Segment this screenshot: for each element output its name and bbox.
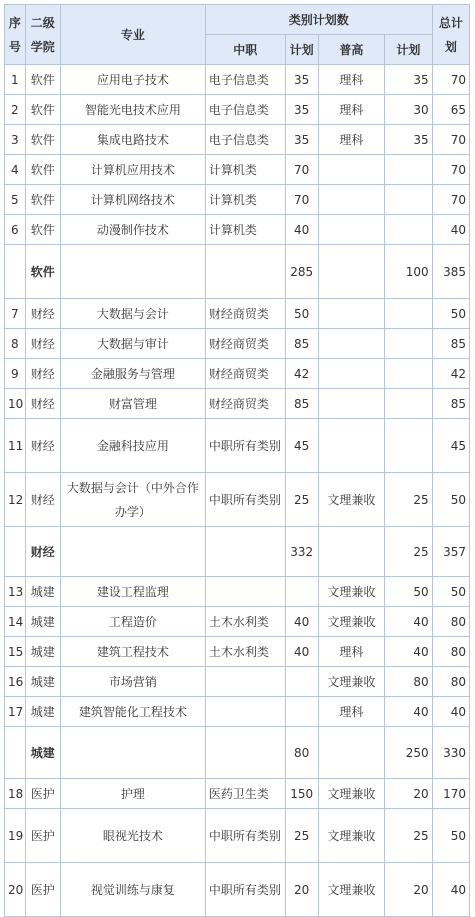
cell-zhongzhi: 电子信息类	[205, 95, 285, 125]
cell-seq: 5	[5, 185, 26, 215]
cell-plan-1	[285, 577, 318, 607]
cell-zhongzhi: 医药卫生类	[205, 779, 285, 809]
cell-college: 城建	[25, 577, 60, 607]
table-row	[5, 389, 470, 419]
cell-college: 财经	[25, 299, 60, 329]
cell-plan-1: 70	[285, 155, 318, 185]
table-row	[5, 65, 470, 95]
cell-plan-1: 70	[285, 185, 318, 215]
cell-major: 工程造价	[60, 607, 205, 637]
cell-major: 动漫制作技术	[60, 215, 205, 245]
cell-plan-2: 25	[385, 527, 433, 577]
cell-plan-1	[285, 667, 318, 697]
cell-seq: 1	[5, 65, 26, 95]
cell-zhongzhi	[205, 667, 285, 697]
header-seq: 序号	[5, 5, 26, 65]
cell-plan-1: 25	[285, 809, 318, 863]
cell-plan-2	[385, 329, 433, 359]
cell-total: 85	[432, 389, 469, 419]
table-header	[5, 5, 470, 65]
cell-zhongzhi: 财经商贸类	[205, 299, 285, 329]
cell-plan-2: 25	[385, 809, 433, 863]
cell-seq: 8	[5, 329, 26, 359]
cell-plan-1: 80	[285, 727, 318, 779]
cell-major: 集成电路技术	[60, 125, 205, 155]
cell-pugao: 文理兼收	[318, 473, 384, 527]
cell-college: 城建	[25, 607, 60, 637]
cell-seq: 20	[5, 863, 26, 917]
cell-total: 40	[432, 697, 469, 727]
cell-college-subtotal: 财经	[25, 527, 60, 577]
table-row	[5, 667, 470, 697]
table-row	[5, 779, 470, 809]
cell-college: 软件	[25, 185, 60, 215]
cell-pugao	[318, 727, 384, 779]
cell-plan-1	[285, 697, 318, 727]
cell-total: 70	[432, 65, 469, 95]
table-row	[5, 185, 470, 215]
cell-plan-2	[385, 155, 433, 185]
cell-zhongzhi	[205, 697, 285, 727]
cell-plan-1: 35	[285, 95, 318, 125]
cell-zhongzhi: 土木水利类	[205, 637, 285, 667]
cell-college: 财经	[25, 419, 60, 473]
cell-seq: 6	[5, 215, 26, 245]
table-row	[5, 473, 470, 527]
cell-seq	[5, 245, 26, 299]
cell-zhongzhi: 中职所有类别	[205, 473, 285, 527]
cell-major	[60, 727, 205, 779]
cell-seq: 18	[5, 779, 26, 809]
cell-seq: 17	[5, 697, 26, 727]
cell-zhongzhi: 计算机类	[205, 155, 285, 185]
cell-plan-2: 250	[385, 727, 433, 779]
subtotal-row	[5, 727, 470, 779]
table-row	[5, 419, 470, 473]
table-row	[5, 697, 470, 727]
table-row	[5, 809, 470, 863]
header-college: 二级学院	[25, 5, 60, 65]
cell-pugao	[318, 215, 384, 245]
cell-plan-2: 20	[385, 779, 433, 809]
cell-plan-2	[385, 185, 433, 215]
cell-plan-2: 40	[385, 697, 433, 727]
cell-pugao: 文理兼收	[318, 607, 384, 637]
cell-total: 70	[432, 185, 469, 215]
header-pugao: 普高	[318, 35, 384, 65]
cell-pugao	[318, 185, 384, 215]
cell-pugao	[318, 359, 384, 389]
cell-plan-2	[385, 419, 433, 473]
cell-college: 城建	[25, 637, 60, 667]
cell-zhongzhi	[205, 727, 285, 779]
cell-total: 385	[432, 245, 469, 299]
cell-plan-1: 332	[285, 527, 318, 577]
cell-plan-1: 45	[285, 419, 318, 473]
cell-major: 计算机应用技术	[60, 155, 205, 185]
cell-plan-1: 25	[285, 473, 318, 527]
table-row	[5, 329, 470, 359]
subtotal-row	[5, 245, 470, 299]
cell-plan-1: 42	[285, 359, 318, 389]
header-total: 总计划	[432, 5, 469, 65]
cell-major: 财富管理	[60, 389, 205, 419]
cell-zhongzhi: 财经商贸类	[205, 389, 285, 419]
cell-zhongzhi: 土木水利类	[205, 607, 285, 637]
cell-college: 医护	[25, 863, 60, 917]
cell-seq: 2	[5, 95, 26, 125]
cell-major: 大数据与审计	[60, 329, 205, 359]
table-body	[5, 65, 470, 917]
cell-zhongzhi	[205, 527, 285, 577]
cell-total: 50	[432, 473, 469, 527]
cell-total: 70	[432, 155, 469, 185]
cell-pugao	[318, 527, 384, 577]
cell-plan-2: 80	[385, 667, 433, 697]
cell-college: 财经	[25, 473, 60, 527]
cell-seq: 4	[5, 155, 26, 185]
cell-zhongzhi: 电子信息类	[205, 125, 285, 155]
cell-college: 医护	[25, 809, 60, 863]
cell-college-subtotal: 软件	[25, 245, 60, 299]
cell-college: 城建	[25, 667, 60, 697]
cell-seq: 19	[5, 809, 26, 863]
cell-pugao: 理科	[318, 95, 384, 125]
cell-major: 金融科技应用	[60, 419, 205, 473]
cell-plan-1: 285	[285, 245, 318, 299]
header-category-plan: 类别计划数	[205, 5, 432, 35]
enrollment-plan-table	[4, 4, 470, 917]
cell-total: 170	[432, 779, 469, 809]
cell-major: 建筑工程技术	[60, 637, 205, 667]
cell-college: 财经	[25, 329, 60, 359]
table-row	[5, 215, 470, 245]
cell-plan-2	[385, 389, 433, 419]
cell-pugao: 文理兼收	[318, 667, 384, 697]
cell-pugao: 文理兼收	[318, 863, 384, 917]
table-row	[5, 125, 470, 155]
cell-plan-2: 35	[385, 125, 433, 155]
cell-major: 建筑智能化工程技术	[60, 697, 205, 727]
table-row	[5, 863, 470, 917]
cell-plan-1: 35	[285, 125, 318, 155]
cell-plan-2: 100	[385, 245, 433, 299]
cell-major: 视觉训练与康复	[60, 863, 205, 917]
cell-college: 软件	[25, 155, 60, 185]
table-row	[5, 607, 470, 637]
cell-total: 40	[432, 215, 469, 245]
cell-plan-1: 50	[285, 299, 318, 329]
cell-plan-2	[385, 359, 433, 389]
cell-zhongzhi: 电子信息类	[205, 65, 285, 95]
cell-pugao	[318, 419, 384, 473]
header-major: 专业	[60, 5, 205, 65]
cell-major	[60, 245, 205, 299]
cell-college: 医护	[25, 779, 60, 809]
cell-total: 42	[432, 359, 469, 389]
cell-zhongzhi: 财经商贸类	[205, 359, 285, 389]
header-plan-2: 计划	[385, 35, 433, 65]
cell-major: 眼视光技术	[60, 809, 205, 863]
table-row	[5, 299, 470, 329]
cell-zhongzhi	[205, 245, 285, 299]
cell-plan-2: 20	[385, 863, 433, 917]
cell-seq: 11	[5, 419, 26, 473]
cell-plan-1: 85	[285, 389, 318, 419]
table-row	[5, 95, 470, 125]
cell-plan-1: 40	[285, 637, 318, 667]
table-row	[5, 637, 470, 667]
cell-seq	[5, 527, 26, 577]
table-row	[5, 577, 470, 607]
cell-pugao: 理科	[318, 697, 384, 727]
cell-zhongzhi: 中职所有类别	[205, 419, 285, 473]
cell-total: 85	[432, 329, 469, 359]
cell-zhongzhi: 中职所有类别	[205, 863, 285, 917]
cell-total: 50	[432, 809, 469, 863]
cell-pugao	[318, 329, 384, 359]
cell-pugao: 文理兼收	[318, 577, 384, 607]
cell-major: 应用电子技术	[60, 65, 205, 95]
cell-major: 金融服务与管理	[60, 359, 205, 389]
cell-plan-1: 35	[285, 65, 318, 95]
cell-plan-1: 40	[285, 607, 318, 637]
subtotal-row	[5, 527, 470, 577]
cell-zhongzhi	[205, 577, 285, 607]
cell-total: 65	[432, 95, 469, 125]
cell-pugao	[318, 299, 384, 329]
cell-total: 70	[432, 125, 469, 155]
cell-pugao: 理科	[318, 65, 384, 95]
cell-total: 330	[432, 727, 469, 779]
cell-pugao	[318, 245, 384, 299]
cell-seq: 10	[5, 389, 26, 419]
cell-major	[60, 527, 205, 577]
cell-pugao: 理科	[318, 637, 384, 667]
cell-seq: 9	[5, 359, 26, 389]
cell-total: 50	[432, 577, 469, 607]
cell-total: 357	[432, 527, 469, 577]
cell-college: 软件	[25, 125, 60, 155]
cell-total: 80	[432, 667, 469, 697]
cell-major: 护理	[60, 779, 205, 809]
cell-zhongzhi: 计算机类	[205, 215, 285, 245]
cell-plan-2	[385, 215, 433, 245]
cell-zhongzhi: 财经商贸类	[205, 329, 285, 359]
cell-pugao: 文理兼收	[318, 779, 384, 809]
cell-plan-1: 20	[285, 863, 318, 917]
cell-major: 大数据与会计	[60, 299, 205, 329]
cell-plan-2: 35	[385, 65, 433, 95]
cell-college-subtotal: 城建	[25, 727, 60, 779]
cell-seq: 14	[5, 607, 26, 637]
cell-total: 80	[432, 637, 469, 667]
cell-zhongzhi: 中职所有类别	[205, 809, 285, 863]
cell-plan-1: 150	[285, 779, 318, 809]
cell-major: 大数据与会计（中外合作办学）	[60, 473, 205, 527]
header-plan-1: 计划	[285, 35, 318, 65]
cell-major: 智能光电技术应用	[60, 95, 205, 125]
cell-total: 80	[432, 607, 469, 637]
cell-zhongzhi: 计算机类	[205, 185, 285, 215]
cell-pugao: 文理兼收	[318, 809, 384, 863]
cell-total: 50	[432, 299, 469, 329]
cell-plan-2	[385, 299, 433, 329]
cell-college: 软件	[25, 215, 60, 245]
cell-seq: 16	[5, 667, 26, 697]
cell-pugao	[318, 155, 384, 185]
cell-seq: 13	[5, 577, 26, 607]
cell-plan-2: 30	[385, 95, 433, 125]
cell-major: 市场营销	[60, 667, 205, 697]
cell-plan-2: 50	[385, 577, 433, 607]
cell-college: 软件	[25, 65, 60, 95]
cell-seq: 15	[5, 637, 26, 667]
cell-college: 软件	[25, 95, 60, 125]
cell-plan-2: 40	[385, 637, 433, 667]
cell-plan-1: 40	[285, 215, 318, 245]
cell-plan-2: 40	[385, 607, 433, 637]
cell-plan-1: 85	[285, 329, 318, 359]
cell-total: 40	[432, 863, 469, 917]
cell-pugao: 理科	[318, 125, 384, 155]
cell-total: 45	[432, 419, 469, 473]
cell-major: 建设工程监理	[60, 577, 205, 607]
cell-major: 计算机网络技术	[60, 185, 205, 215]
cell-seq: 12	[5, 473, 26, 527]
cell-college: 财经	[25, 389, 60, 419]
table-row	[5, 155, 470, 185]
header-zhongzhi: 中职	[205, 35, 285, 65]
cell-seq: 3	[5, 125, 26, 155]
cell-college: 城建	[25, 697, 60, 727]
cell-seq: 7	[5, 299, 26, 329]
cell-college: 财经	[25, 359, 60, 389]
cell-pugao	[318, 389, 384, 419]
table-row	[5, 359, 470, 389]
cell-seq	[5, 727, 26, 779]
cell-plan-2: 25	[385, 473, 433, 527]
